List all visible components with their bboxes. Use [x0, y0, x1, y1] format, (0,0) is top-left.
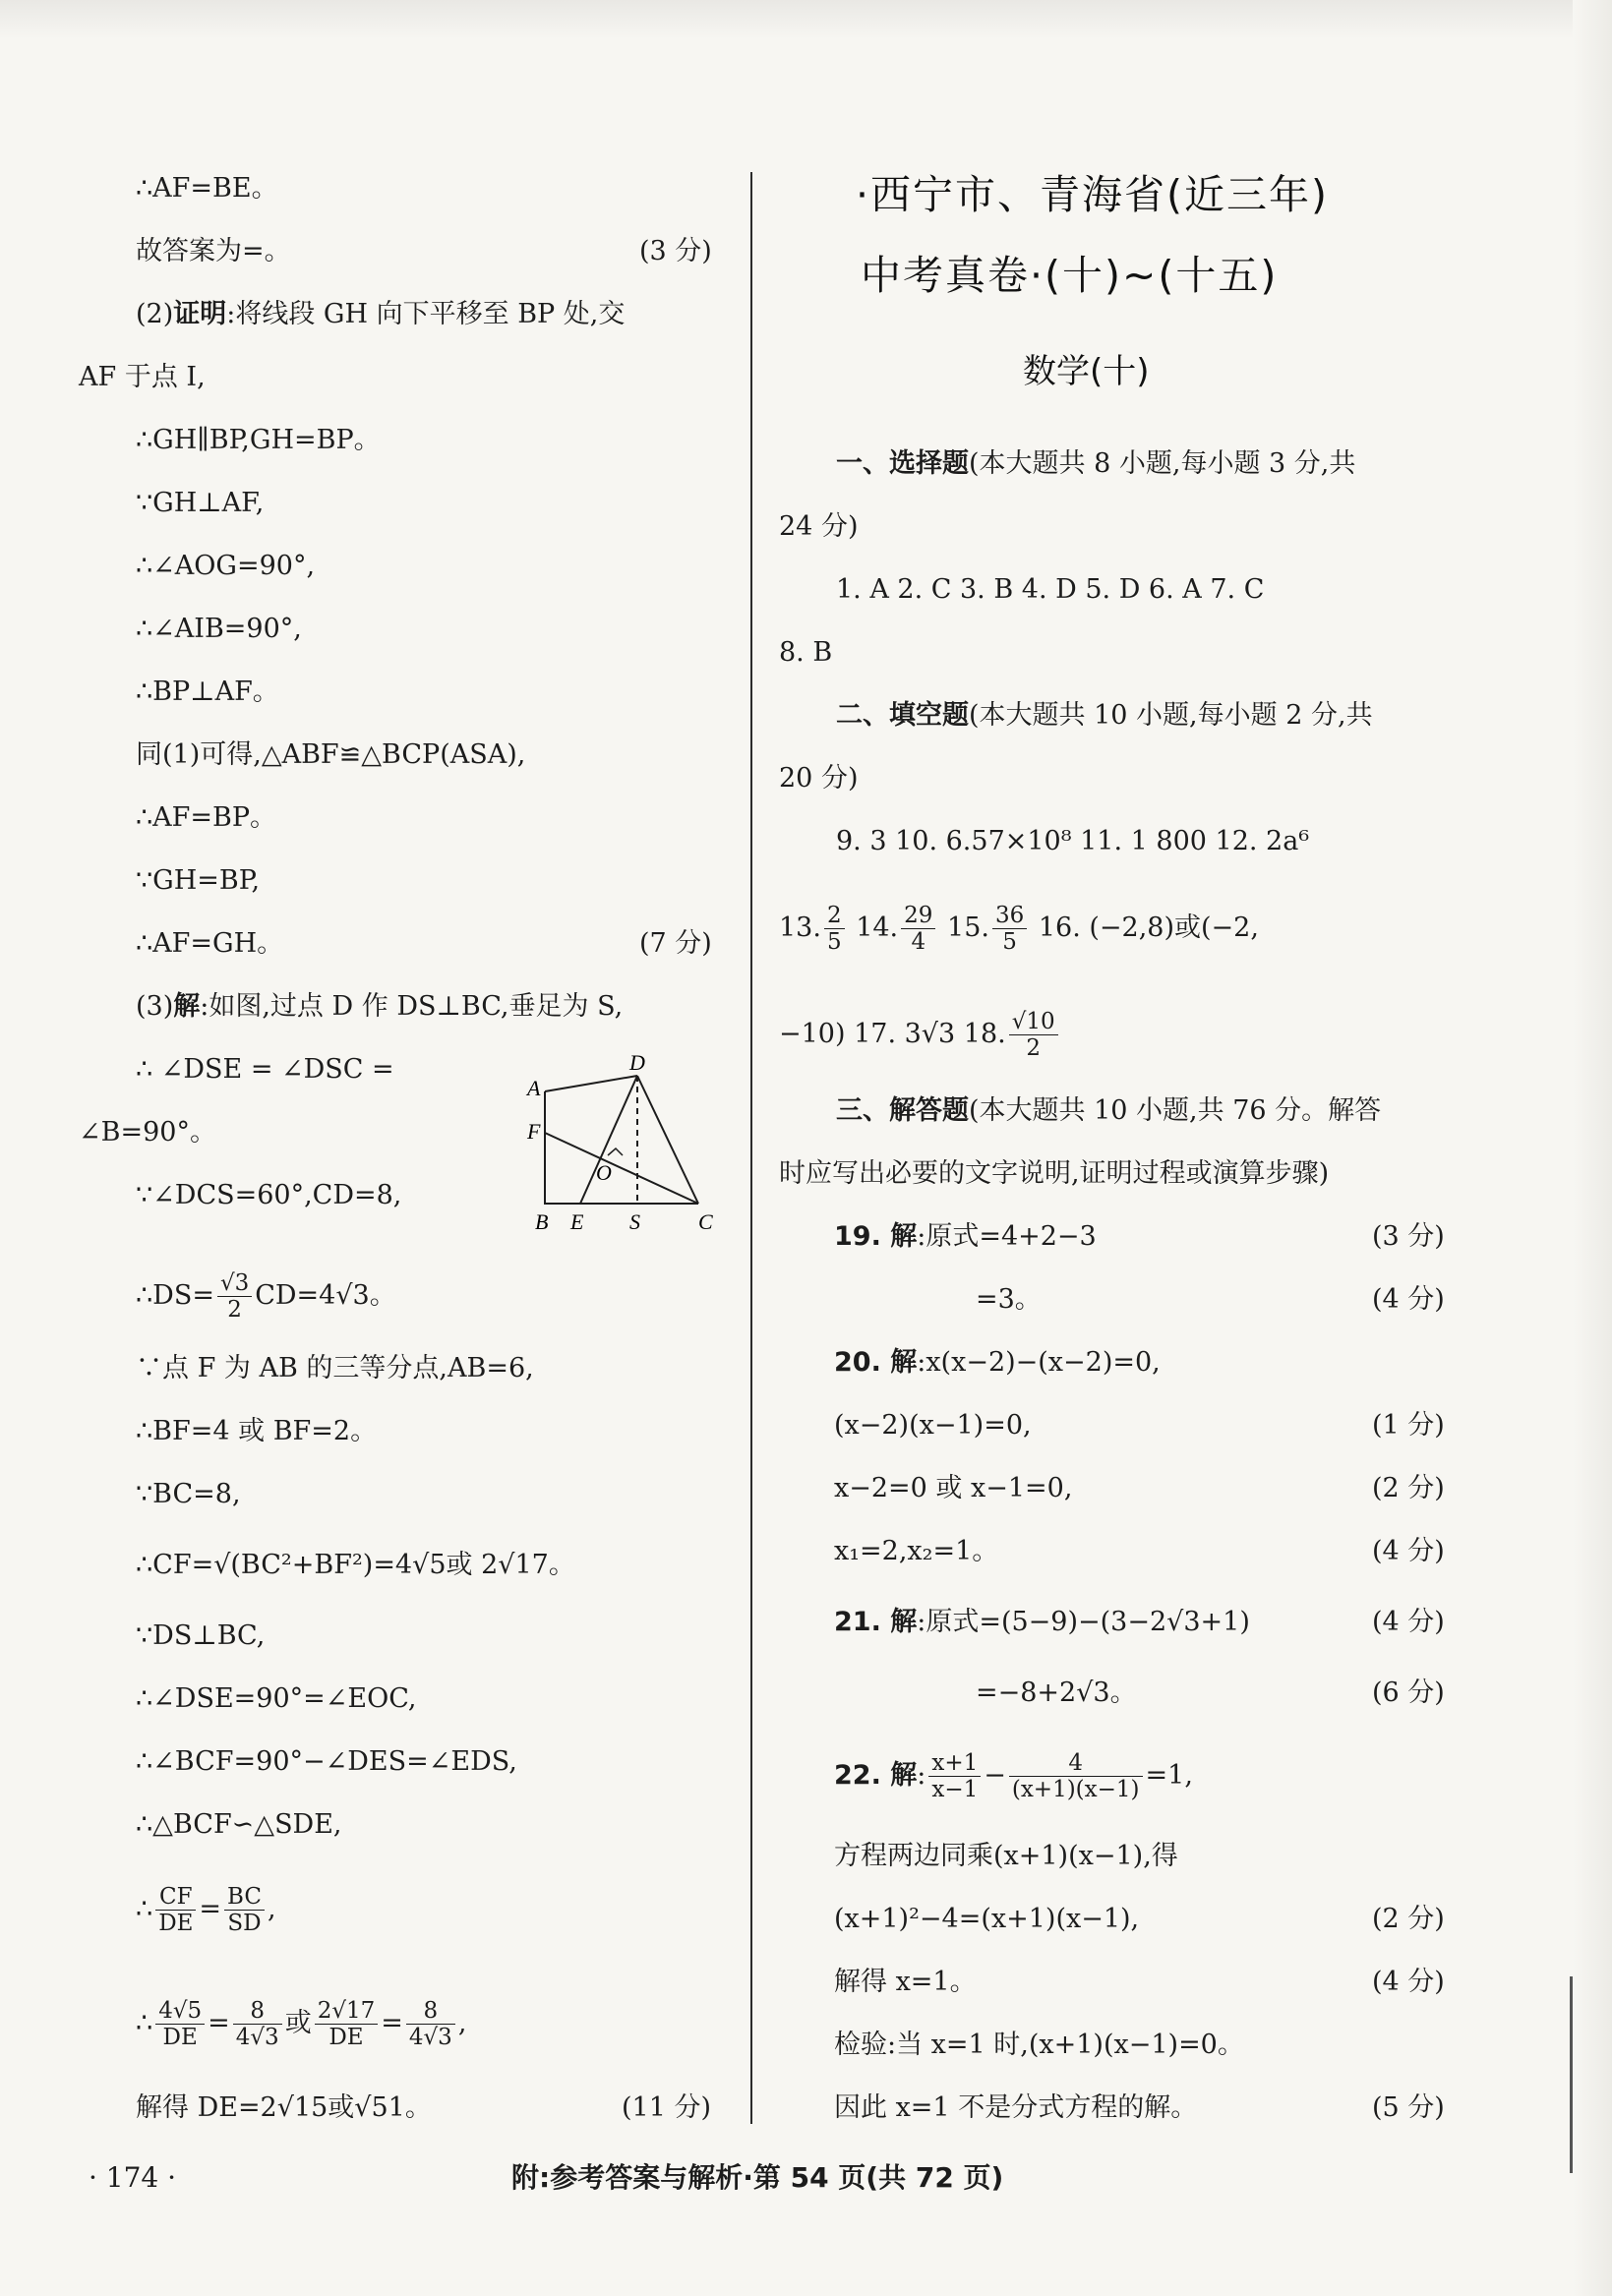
- score-mark: (2 分): [1372, 1473, 1445, 1503]
- text-line: ∠B=90°。: [79, 1117, 216, 1148]
- fraction: $\frac{2√17}{DE}$: [315, 1998, 379, 2050]
- score-mark: (4 分): [1372, 1607, 1445, 1637]
- text-line: (x−2)(x−1)=0,: [834, 1410, 1032, 1441]
- text-line: ∴∠AIB=90°,: [136, 614, 302, 644]
- text-line: ∴∠BCF=90°−∠DES=∠EDS,: [136, 1746, 517, 1777]
- column-divider: [750, 172, 752, 2124]
- score-mark: (1 分): [1372, 1410, 1445, 1441]
- text-line: AF 于点 I,: [79, 362, 206, 392]
- text-line: 24 分): [779, 511, 859, 542]
- score-mark: (4 分): [1372, 1284, 1445, 1315]
- score-mark: (4 分): [1372, 1536, 1445, 1566]
- score-mark: (6 分): [1372, 1678, 1445, 1708]
- fraction: $\frac{8}{4√3}$: [233, 1998, 282, 2050]
- text-line: ∴∠DSE=90°=∠EOC,: [136, 1683, 417, 1714]
- text-line: 21. 解:原式=(5−9)−(3−2√3+1): [834, 1607, 1250, 1637]
- text-line: 一、选择题(本大题共 8 小题,每小题 3 分,共: [836, 448, 1356, 479]
- text-line: 22. 解: $\frac{x+1}{x-1}$ − $\frac{4}{(x+1)(x-1)}$ =1,: [834, 1750, 1193, 1802]
- fraction: $\frac{4√5}{DE}$: [155, 1998, 205, 2050]
- score-mark: (4 分): [1372, 1967, 1445, 1997]
- text-line: ∵GH⊥AF,: [136, 488, 265, 518]
- text-line: 解得 x=1。: [834, 1967, 977, 1997]
- text-line: ∴AF=GH。: [136, 928, 284, 959]
- fraction: $\frac{BC}{SD}$: [224, 1884, 265, 1936]
- fraction: $\frac{2}{5}$: [824, 903, 845, 955]
- text-line: (x+1)²−4=(x+1)(x−1),: [834, 1904, 1140, 1934]
- text-line: (2)证明:将线段 GH 向下平移至 BP 处,交: [136, 299, 626, 329]
- page-edge-shadow: [1573, 0, 1612, 2296]
- score-mark: (7 分): [639, 928, 712, 959]
- text-line: 解得 DE=2√15或√51。: [136, 2092, 432, 2123]
- text-line: ∴CF=√(BC²+BF²)=4√5或 2√17。: [136, 1550, 575, 1580]
- fraction: $\frac{√10}{2}$: [1009, 1009, 1058, 1061]
- label-o: O: [596, 1160, 612, 1185]
- fraction: $\frac{CF}{DE}$: [155, 1884, 196, 1936]
- text-line: 三、解答题(本大题共 10 小题,共 76 分。解答: [836, 1095, 1382, 1126]
- text-line: ∴AF=BE。: [136, 173, 278, 204]
- answer-line: 8. B: [779, 637, 833, 668]
- text-line: ∴ $\frac{4√5}{DE}$ = $\frac{8}{4√3}$ 或 $\frac{2√17}{DE}$ = $\frac{8}{4√3}$ ,: [136, 1998, 467, 2050]
- label-b: B: [535, 1209, 549, 1234]
- text-line: 因此 x=1 不是分式方程的解。: [834, 2092, 1198, 2123]
- label-e: E: [570, 1209, 584, 1234]
- fraction: $\frac{29}{4}$: [901, 903, 935, 955]
- text-line: ∴∠AOG=90°,: [136, 551, 316, 581]
- score-mark: (3 分): [639, 236, 712, 266]
- geometry-diagram: [521, 1054, 728, 1241]
- text-line: x₁=2,x₂=1。: [834, 1536, 999, 1566]
- fraction: $\frac{√3}{2}$: [217, 1270, 252, 1323]
- text-line: ∴GH∥BP,GH=BP。: [136, 425, 381, 455]
- section-title: ·西宁市、青海省(近三年): [856, 171, 1330, 218]
- text-line: =3。: [976, 1284, 1042, 1315]
- answer-line: 13. $\frac{2}{5}$ 14. $\frac{29}{4}$ 15. $\frac{36}{5}$ 16. (−2,8)或(−2,: [779, 903, 1259, 955]
- fraction: $\frac{8}{4√3}$: [406, 1998, 455, 2050]
- text-line: 二、填空题(本大题共 10 小题,每小题 2 分,共: [836, 700, 1373, 731]
- text-line: ∴DS= $\frac{√3}{2}$ CD=4√3。: [136, 1270, 396, 1323]
- text-line: (3)解:如图,过点 D 作 DS⊥BC,垂足为 S,: [136, 991, 624, 1022]
- geometry-figure: [521, 1054, 728, 1241]
- footer-caption: 附:参考答案与解析·第 54 页(共 72 页): [511, 2161, 1004, 2194]
- answer-line: −10) 17. 3√3 18. $\frac{√10}{2}$: [779, 1009, 1061, 1061]
- label-s: S: [629, 1209, 640, 1234]
- fraction: $\frac{4}{(x+1)(x-1)}$: [1009, 1750, 1143, 1802]
- text-line: x−2=0 或 x−1=0,: [834, 1473, 1073, 1503]
- label-a: A: [527, 1076, 541, 1100]
- text-line: ∴AF=BP。: [136, 802, 277, 833]
- text-line: ∵BC=8,: [136, 1479, 241, 1509]
- text-line: ∴ $\frac{CF}{DE}$ = $\frac{BC}{SD}$ ,: [136, 1884, 276, 1936]
- label-c: C: [698, 1209, 713, 1234]
- scan-mark: [1570, 1976, 1573, 2173]
- answer-line: 9. 3 10. 6.57×10⁸ 11. 1 800 12. 2a⁶: [836, 826, 1310, 856]
- text-line: 同(1)可得,△ABF≌△BCP(ASA),: [136, 739, 526, 770]
- score-mark: (2 分): [1372, 1904, 1445, 1934]
- text-line: ∵DS⊥BC,: [136, 1620, 266, 1651]
- score-mark: (11 分): [622, 2092, 712, 2123]
- section-title: 中考真卷·(十)~(十五): [861, 252, 1279, 299]
- score-mark: (5 分): [1372, 2092, 1445, 2123]
- subject-title: 数学(十): [1023, 352, 1150, 391]
- text-line: ∵∠DCS=60°,CD=8,: [136, 1180, 402, 1210]
- text-line: 19. 解:原式=4+2−3: [834, 1221, 1097, 1252]
- text-line: 20 分): [779, 763, 859, 794]
- text-line: ∴BP⊥AF。: [136, 677, 279, 707]
- text-line: 方程两边同乘(x+1)(x−1),得: [834, 1841, 1178, 1871]
- text-line: 时应写出必要的文字说明,证明过程或演算步骤): [779, 1158, 1330, 1189]
- text-line: ∴BF=4 或 BF=2。: [136, 1416, 378, 1446]
- answer-line: 1. A 2. C 3. B 4. D 5. D 6. A 7. C: [836, 574, 1265, 605]
- text-line: 故答案为=。: [136, 236, 291, 266]
- fraction: $\frac{x+1}{x-1}$: [928, 1750, 981, 1802]
- score-mark: (3 分): [1372, 1221, 1445, 1252]
- text-line: ∴ ∠DSE = ∠DSC =: [136, 1054, 394, 1085]
- text-line: ∵GH=BP,: [136, 865, 261, 896]
- label-f: F: [527, 1119, 541, 1144]
- label-d: D: [629, 1054, 645, 1075]
- text-line: ∴△BCF∽△SDE,: [136, 1809, 342, 1840]
- text-line: 20. 解:x(x−2)−(x−2)=0,: [834, 1347, 1161, 1378]
- text-line: 检验:当 x=1 时,(x+1)(x−1)=0。: [834, 2030, 1244, 2060]
- text-line: ∵点 F 为 AB 的三等分点,AB=6,: [136, 1353, 534, 1383]
- text-line: =−8+2√3。: [976, 1678, 1137, 1708]
- page-top-shadow: [0, 0, 1612, 39]
- page-number: · 174 ·: [89, 2161, 177, 2194]
- fraction: $\frac{36}{5}$: [992, 903, 1027, 955]
